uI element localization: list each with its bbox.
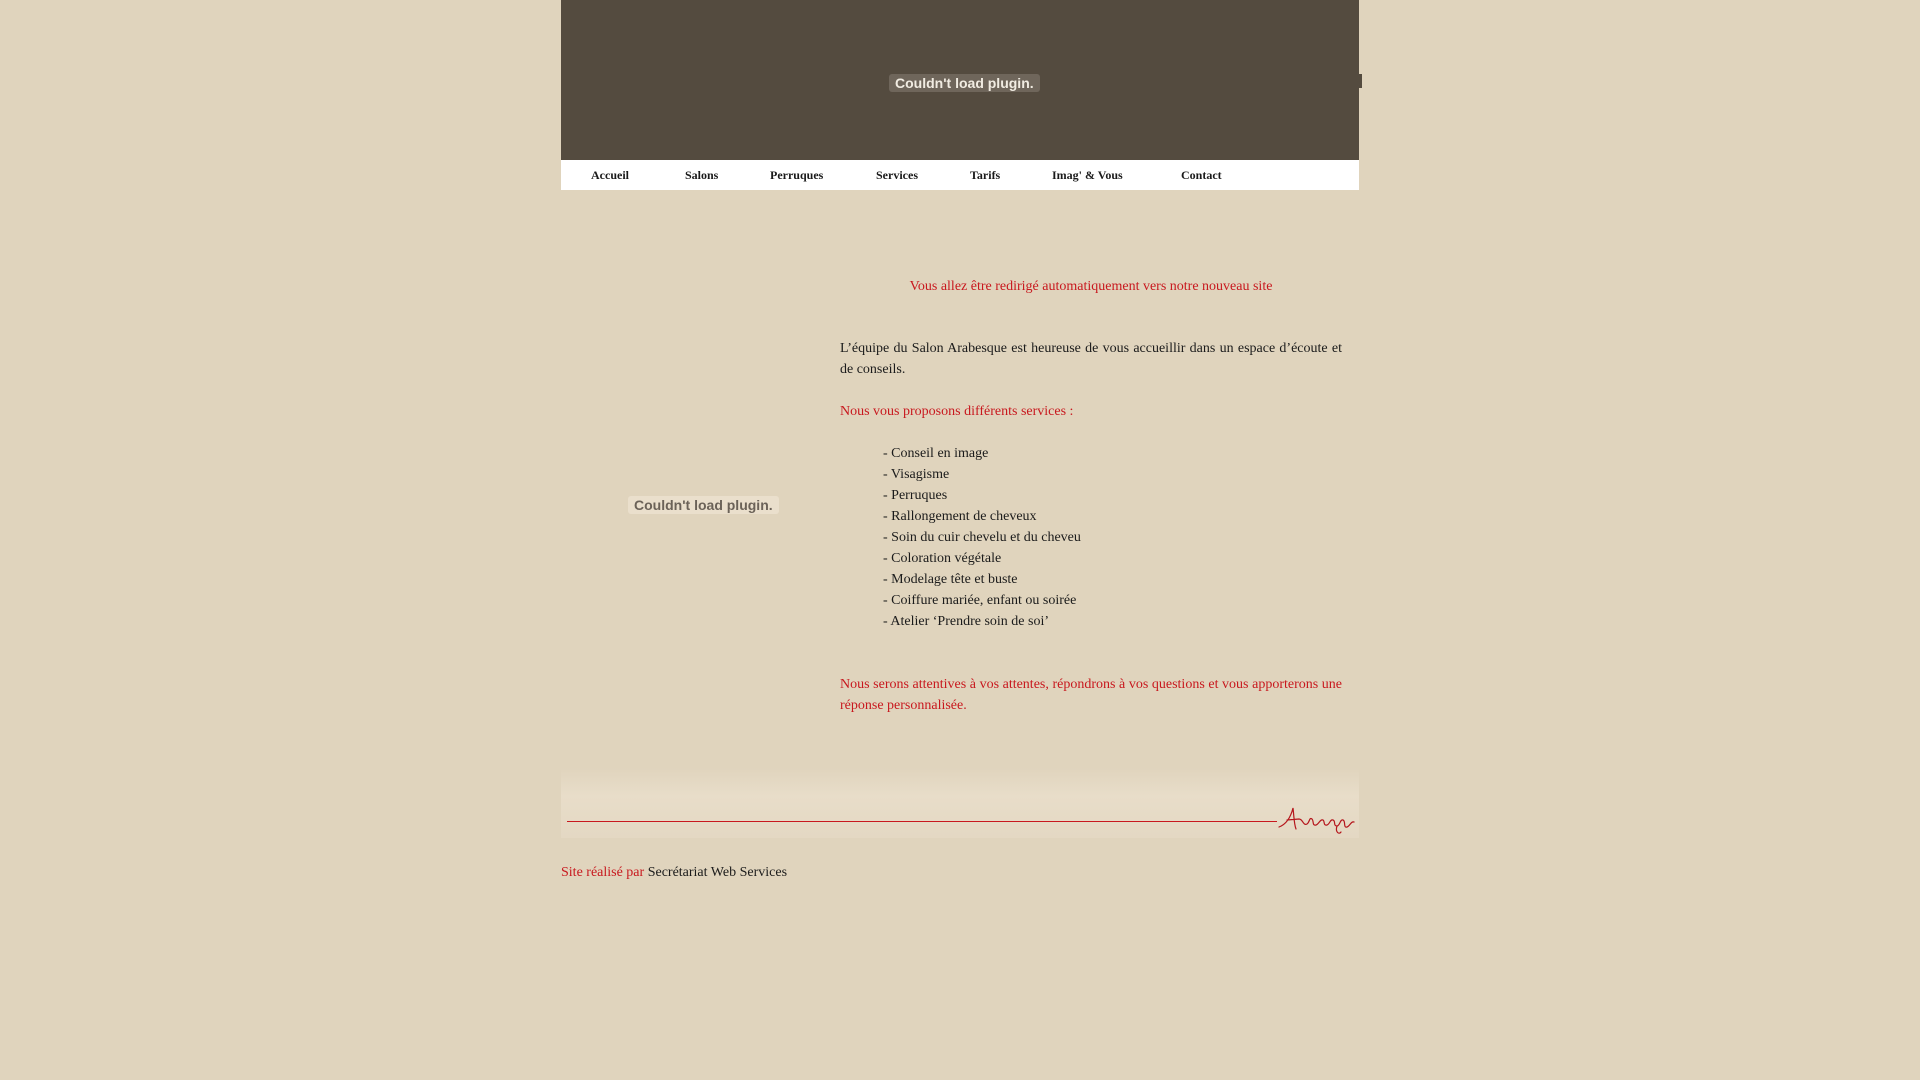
page-container — [561, 0, 1359, 1080]
main-navigation — [561, 160, 1359, 190]
nav-item-accueil[interactable]: Accueil — [591, 168, 629, 182]
list-item: - Visagisme — [883, 467, 950, 482]
header-plugin-message: Couldn't load plugin. — [889, 74, 1040, 92]
nav-item-tarifs[interactable]: Tarifs — [970, 168, 1001, 182]
nav-item-salons[interactable]: Salons — [685, 168, 719, 182]
services-list — [883, 443, 1081, 632]
header-banner — [561, 0, 1359, 160]
footer-band — [561, 768, 1359, 838]
list-item: - Rallongement de cheveux — [883, 509, 1037, 524]
list-item: - Perruques — [883, 488, 948, 503]
site-credit — [561, 862, 787, 883]
services-title: Nous vous proposons différents services : — [840, 404, 1074, 419]
credit-label: Site réalisé par — [561, 865, 645, 880]
list-item: - Conseil en image — [883, 446, 989, 461]
list-item: - Modelage tête et buste — [883, 572, 1018, 587]
nav-item-services[interactable]: Services — [876, 168, 918, 182]
list-item: - Atelier ‘Prendre soin de soi’ — [883, 614, 1050, 629]
list-item: - Coloration végétale — [883, 551, 1002, 566]
list-item: - Coiffure mariée, enfant ou soirée — [883, 593, 1077, 608]
redirect-notice: Vous allez être redirigé automatiquement vers notre nouveau site — [909, 279, 1273, 294]
intro-paragraph: L’équipe du Salon Arabesque est heureuse de vous accueillir dans un espace d’écoute et de conseils. — [840, 341, 1342, 377]
nav-item-imag-vous[interactable]: Imag' & Vous — [1052, 168, 1123, 182]
arabesque-signature-logo — [1277, 802, 1357, 836]
closing-paragraph: Nous serons attentives à vos attentes, répondrons à vos questions et vous apporterons une réponse personnalisée. — [840, 677, 1342, 713]
nav-item-contact[interactable]: Contact — [1181, 168, 1222, 182]
header-edge-mark — [1359, 74, 1362, 88]
nav-item-perruques[interactable]: Perruques — [770, 168, 824, 182]
sidebar-plugin-message: Couldn't load plugin. — [628, 496, 779, 514]
credit-link[interactable]: Secrétariat Web Services — [647, 865, 788, 880]
footer-divider — [567, 821, 1277, 822]
list-item: - Soin du cuir chevelu et du cheveu — [883, 530, 1081, 545]
